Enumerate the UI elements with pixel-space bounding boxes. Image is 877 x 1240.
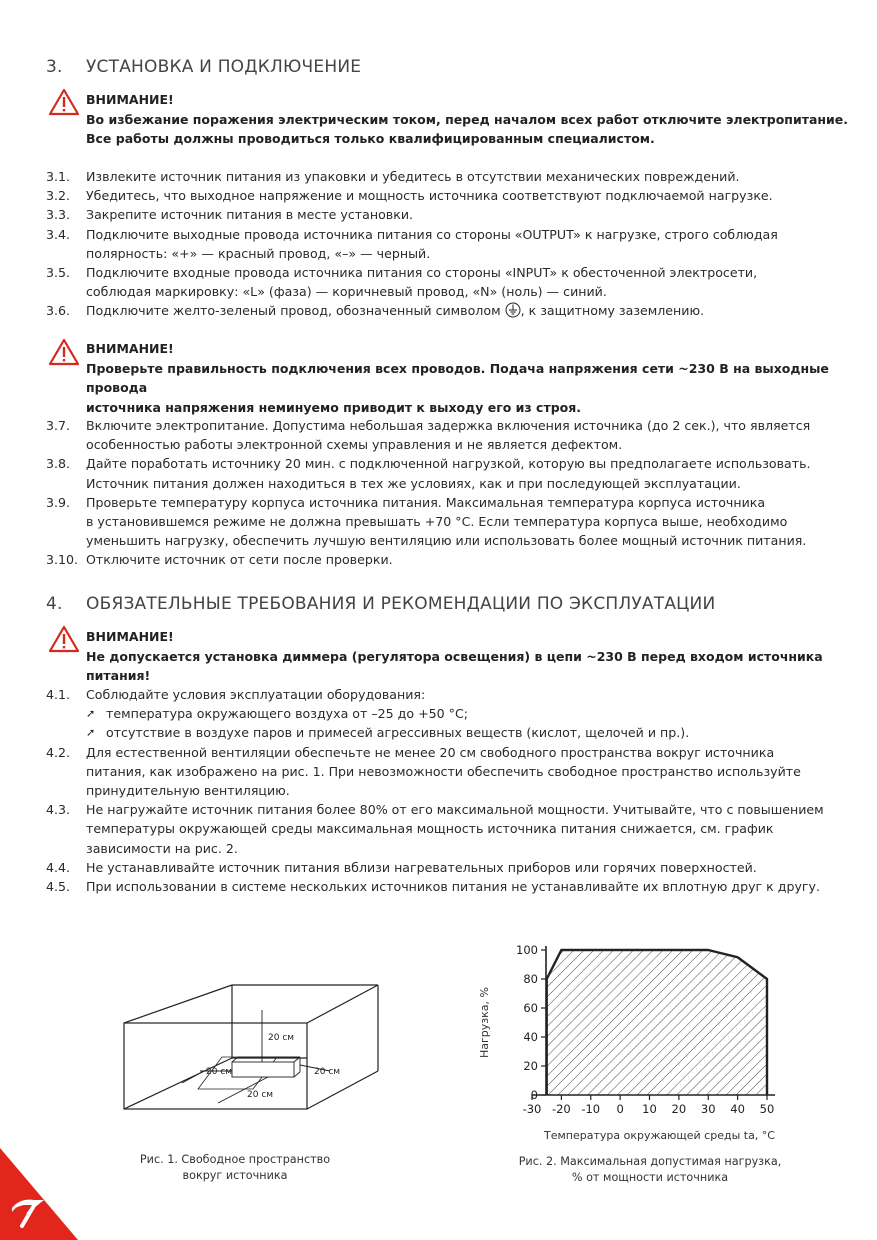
item-number: 4.3.: [46, 802, 71, 818]
figure-2-caption: [505, 1154, 795, 1186]
section-3-title: [46, 57, 361, 77]
sub-item: [86, 704, 846, 723]
section-4-number: 4.: [46, 594, 63, 614]
warning-line: Не допускается установка диммера (регулятора освещения) в цепи ~230 В перед входом источника питания!: [86, 648, 823, 683]
item-text: Не устанавливайте источник питания вблизи нагревательных приборов или горячих поверхностей.: [86, 859, 757, 875]
item-text: Закрепите источник питания в месте установки.: [86, 207, 414, 223]
item-number: 4.4.: [46, 859, 71, 875]
dim-label-left: 20 см: [206, 1067, 233, 1077]
caption-line: Рис. 1. Свободное пространство: [139, 1153, 331, 1166]
caption-line: Рис. 2. Максимальная допустимая нагрузка,: [518, 1155, 782, 1168]
sub-item-text: отсутствие в воздухе паров и примесей агрессивных веществ (кислот, щелочей и пр.).: [106, 725, 690, 741]
x-tick-label: 40: [730, 1102, 745, 1116]
warning-line: Во избежание поражения электрическим током, перед началом всех работ отключите электропитание.: [86, 111, 849, 127]
dim-label-front: 20 см: [247, 1090, 274, 1100]
item-number: 3.2.: [46, 188, 71, 204]
item-text: зависимости на рис. 2.: [86, 840, 238, 856]
item-text: Отключите источник от сети после проверки.: [86, 552, 393, 568]
section-3-list-continued: [46, 416, 846, 570]
list-item: [46, 225, 846, 263]
item-number: 3.4.: [46, 226, 71, 242]
item-number: 3.9.: [46, 494, 71, 510]
item-text: принудительную вентиляцию.: [86, 783, 290, 799]
warning-line: Проверьте правильность подключения всех проводов. Подача напряжения сети ~230 В на выходные провода: [86, 360, 829, 395]
item-text: Проверьте температуру корпуса источника питания. Максимальная температура корпуса источника: [86, 494, 766, 510]
dim-label-top: 20 см: [268, 1033, 295, 1043]
section-3-list: [46, 167, 846, 321]
list-item: [46, 186, 846, 205]
list-item: [46, 877, 846, 896]
item-text: соблюдая маркировку: «L» (фаза) — коричневый провод, «N» (ноль) — синий.: [86, 284, 607, 300]
item-text: Не нагружайте источник питания более 80% от его максимальной мощности. Учитывайте, что с повышением: [86, 802, 824, 818]
section-4-heading: ОБЯЗАТЕЛЬНЫЕ ТРЕБОВАНИЯ И РЕКОМЕНДАЦИИ ПО ЭКСПЛУАТАЦИИ: [86, 594, 716, 614]
item-text: питания, как изображено на рис. 1. При невозможности обеспечить свободное пространство используйте: [86, 763, 801, 779]
list-item: [46, 454, 846, 492]
bullet-arrow-icon: ➚: [86, 726, 96, 740]
item-number: 3.5.: [46, 265, 71, 281]
section-3-heading: УСТАНОВКА И ПОДКЛЮЧЕНИЕ: [86, 57, 362, 77]
warning-head: ВНИМАНИЕ!: [86, 341, 174, 356]
list-item: [46, 858, 846, 877]
section-3-number: 3.: [46, 57, 63, 77]
item-text: Дайте поработать источнику 20 мин. с подключенной нагрузкой, которую вы предполагаете использовать.: [86, 456, 811, 472]
caption-line: вокруг источника: [182, 1169, 288, 1182]
load-area-fill: [547, 950, 767, 1095]
y-tick-label: 80: [523, 972, 538, 986]
item-text: Для естественной вентиляции обеспечьте не менее 20 см свободного пространства вокруг источника: [86, 744, 775, 760]
brand-corner-triangle: [0, 1140, 80, 1240]
x-axis-label: Температура окружающей среды ta, °C: [544, 1129, 775, 1142]
item-number: 4.5.: [46, 879, 71, 895]
section-4-list: [46, 685, 846, 896]
y-tick-label: 40: [523, 1030, 538, 1044]
warning-head: ВНИМАНИЕ!: [86, 92, 174, 107]
list-item: [46, 800, 846, 858]
item-text: Убедитесь, что выходное напряжение и мощность источника соответствуют подключаемой нагрузке.: [86, 188, 773, 204]
warning-triangle-icon: [48, 338, 80, 366]
item-text-post: , к защитному заземлению.: [520, 303, 705, 319]
warning-block-2: [86, 339, 877, 417]
x-tick-label: -30: [522, 1102, 542, 1116]
item-number: 3.7.: [46, 418, 71, 433]
y-tick-label: 100: [516, 943, 538, 957]
item-text: Соблюдайте условия эксплуатации оборудования:: [86, 687, 426, 702]
item-number: 3.10.: [46, 552, 79, 568]
item-number: 3.1.: [46, 169, 71, 184]
item-number: 4.1.: [46, 687, 71, 702]
x-tick-label: 10: [642, 1102, 657, 1116]
list-item: [46, 743, 846, 801]
warning-head: ВНИМАНИЕ!: [86, 629, 174, 644]
y-tick-label: 60: [523, 1001, 538, 1015]
x-tick-label: -10: [581, 1102, 601, 1116]
item-text: уменьшить нагрузку, обеспечить лучшую вентиляцию или использовать более мощный источник питания.: [86, 533, 807, 549]
warning-triangle-icon: [48, 625, 80, 653]
ground-symbol-icon: [505, 302, 521, 318]
y-tick-label: 0: [530, 1088, 538, 1102]
item-text: При использовании в системе нескольких источников питания не устанавливайте их вплотную друг к другу.: [86, 879, 820, 895]
list-item: [46, 167, 846, 186]
warning-block-1: [86, 90, 848, 149]
list-item: [46, 263, 846, 301]
item-text: Подключите входные провода источника питания со стороны «INPUT» к обесточенной электросети,: [86, 265, 758, 281]
list-item: [46, 550, 846, 569]
item-text: полярность: «+» — красный провод, «–» — черный.: [86, 245, 431, 261]
item-text: Включите электропитание. Допустима небольшая задержка включения источника (до 2 сек.), что является: [86, 418, 811, 433]
list-item: [46, 685, 846, 743]
item-text: Извлеките источник питания из упаковки и убедитесь в отсутствии механических повреждений.: [86, 169, 740, 184]
section-4-title: [46, 594, 715, 614]
item-text: особенностью работы электронной схемы управления и не является дефектом.: [86, 437, 623, 453]
warning-triangle-icon: [48, 88, 80, 116]
x-tick-label: 20: [671, 1102, 687, 1116]
x-tick-label: 0: [616, 1102, 624, 1116]
x-tick-label: 30: [700, 1102, 716, 1116]
item-text: в установившемся режиме не должна превышать +70 °С. Если температура корпуса выше, необходимо: [86, 514, 788, 530]
list-item: [46, 493, 846, 551]
figure-1-box-diagram: [110, 975, 390, 1115]
warning-line: источника напряжения неминуемо приводит к выходу его из строя.: [86, 399, 582, 415]
item-text: температуры окружающей среды максимальная мощность источника питания снижается, см. график: [86, 821, 774, 837]
figure-1-caption: [120, 1152, 350, 1184]
item-number: 4.2.: [46, 744, 71, 760]
load-derating-chart: [470, 935, 790, 1150]
item-number: 3.3.: [46, 207, 71, 223]
sub-item-text: температура окружающего воздуха от –25 до +50 °С;: [106, 706, 468, 722]
item-text: Подключите выходные провода источника питания со стороны «OUTPUT» к нагрузке, строго соблюдая: [86, 226, 778, 242]
warning-line: Все работы должны проводиться только квалифицированным специалистом.: [86, 131, 655, 146]
item-text-pre: Подключите желто-зеленый провод, обозначенный символом: [86, 303, 501, 319]
list-item: [46, 416, 846, 454]
item-number: 3.8.: [46, 456, 71, 472]
item-text: Источник питания должен находиться в тех же условиях, как и при последующей эксплуатации.: [86, 475, 741, 491]
item-text: [86, 301, 846, 320]
item-number: 3.6.: [46, 303, 71, 319]
list-item: [46, 301, 846, 320]
dim-label-right: 20 см: [314, 1067, 341, 1077]
y-axis-label: Нагрузка, %: [478, 987, 491, 1058]
list-item: [46, 205, 846, 224]
warning-block-3: [86, 627, 877, 686]
sub-item: [86, 723, 846, 742]
x-tick-label: -20: [551, 1102, 571, 1116]
x-tick-label: 50: [759, 1102, 775, 1116]
y-tick-label: 20: [523, 1059, 538, 1073]
bullet-arrow-icon: ➚: [86, 707, 96, 721]
caption-line: % от мощности источника: [571, 1171, 729, 1184]
